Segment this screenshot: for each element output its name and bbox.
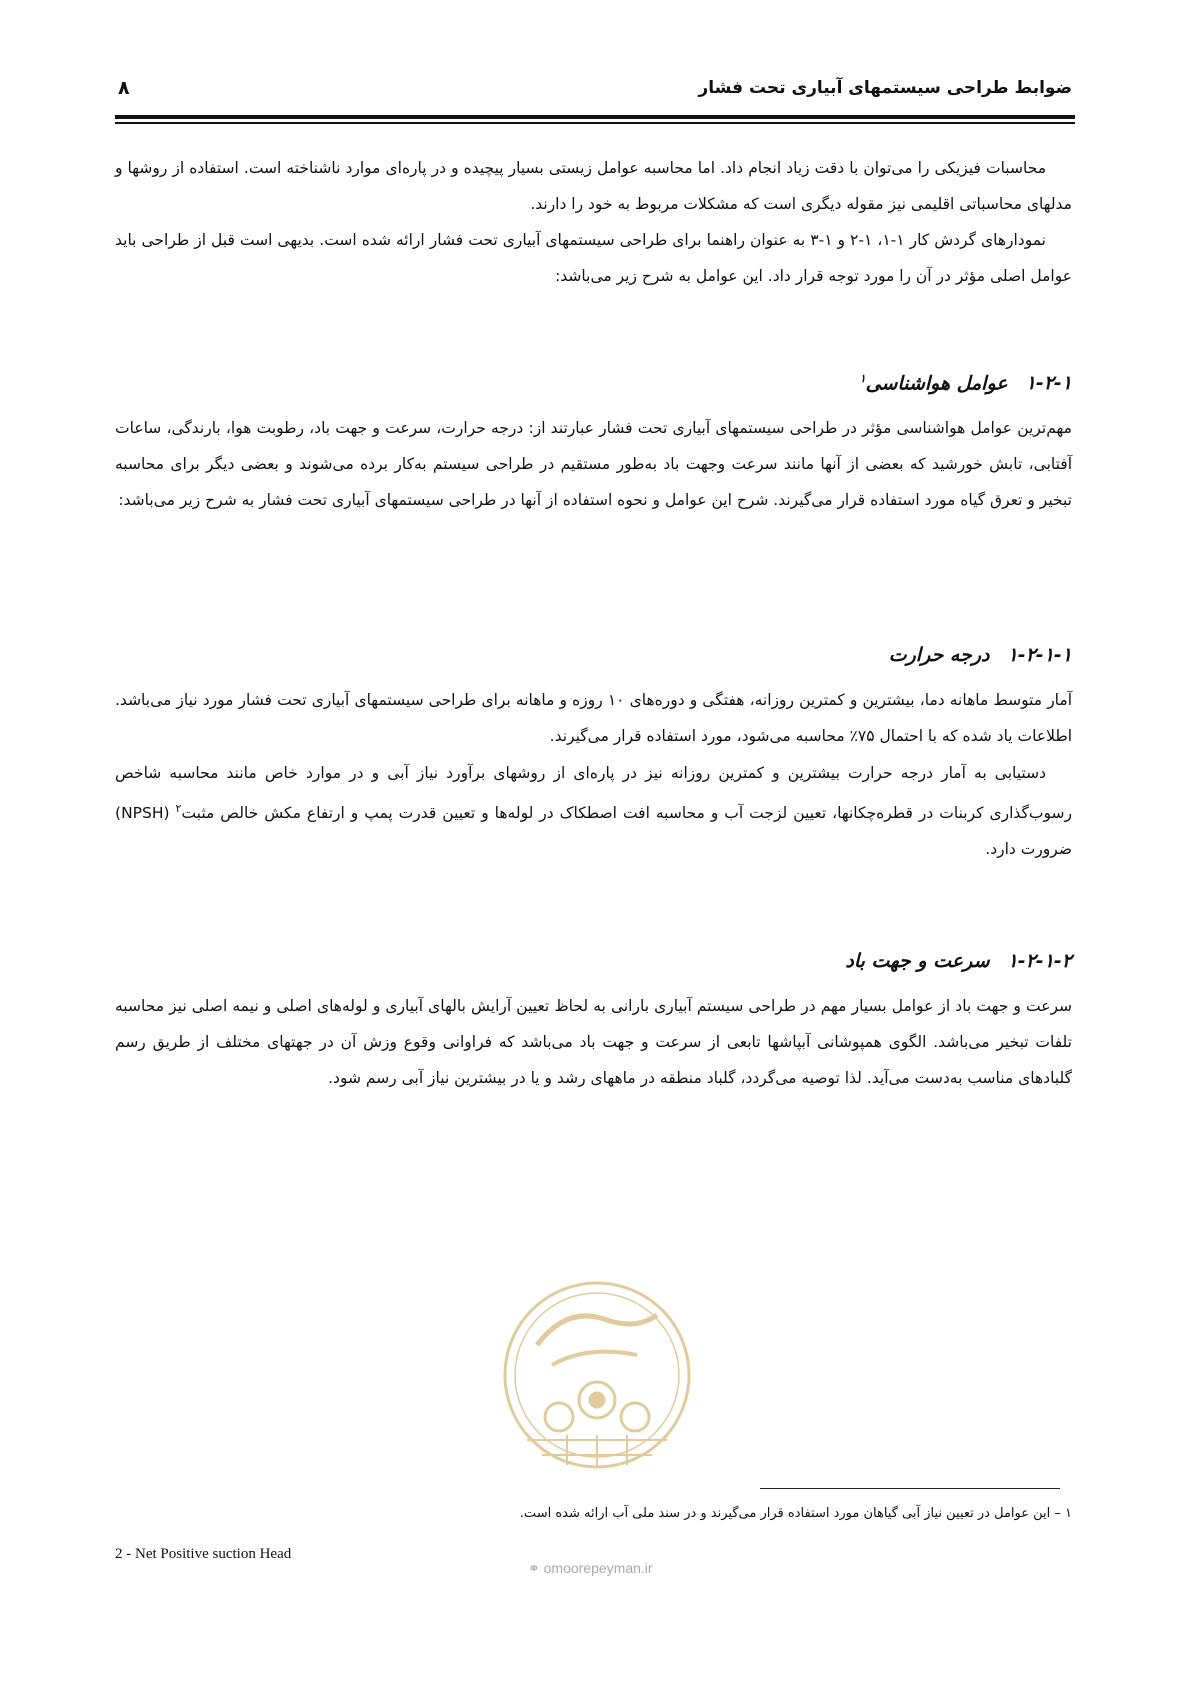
section-number: ۱-۲-۱-۲ bbox=[1007, 950, 1072, 972]
footnote-1: ۱ – این عوامل در تعیین نیاز آبی گیاهان مورد استفاده قرار می‌گیرند و در سند ملی آب ارائه شده است. bbox=[519, 1506, 1072, 1521]
section-title: سرعت و جهت باد bbox=[845, 950, 990, 972]
footnote-marker: ۱ bbox=[859, 372, 866, 385]
footnote-separator bbox=[760, 1488, 1060, 1489]
section-title: عوامل هواشناسی bbox=[865, 372, 1008, 395]
header-rule-thick bbox=[115, 115, 1075, 119]
paragraph-flowcharts: نمودارهای گردش کار ۱-۱، ۱-۲ و ۱-۳ به عنوان راهنما برای طراحی سیستمهای آبیاری تحت فشار ارائه شده است. بدیهی است قبل از طراحی باید عوامل اصلی مؤثر در آن را مورد توجه قرار داد. این عوامل به شرح زیر می‌باشد: bbox=[115, 231, 1072, 285]
paragraph-text: دستیابی به آمار درجه حرارت بیشترین و کمترین روزانه نیز در پاره‌ای از روشهای برآورد نیاز آبی و در موارد خاص مانند محاسبه شاخص رسوب‌گذاری کربنات در قطره‌چکانها، تعیین لزجت آب و محاسبه افت اصطکاک در لوله‌ها و تعیین قدرت پمپ و ارتفاع مکش خالص مثبت bbox=[115, 764, 1072, 823]
paragraph-wind: سرعت و جهت باد از عوامل بسیار مهم در طراحی سیستم آبیاری بارانی به لحاظ تعیین آرایش بالهای آبیاری و لوله‌های اصلی و نیمه اصلی نیز محاسبه تلفات تبخیر می‌باشد. الگوی همپوشانی آبپاشها تابعی از سرعت و جهت باد می‌باشد که فراوانی وقوع وزش آن در جهتهای مختلف از طریق رسم گلبادهای مناسب به‌دست می‌آید. لذا توصیه می‌گردد، گلباد منطقه در ماههای رشد و یا در بیشترین نیاز آبی رسم شود. bbox=[115, 997, 1072, 1087]
running-title: ضوابط طراحی سیستمهای آبیاری تحت فشار bbox=[698, 78, 1072, 98]
section-number: ۱-۲-۱-۱ bbox=[1007, 644, 1072, 666]
page-number: ۸ bbox=[118, 77, 130, 99]
section-title: درجه حرارت bbox=[888, 644, 990, 666]
globe-icon: ⚭ bbox=[528, 1560, 540, 1576]
paragraph-meteorology: مهم‌ترین عوامل هواشناسی مؤثر در طراحی سیستمهای آبیاری تحت فشار عبارتند از: درجه حرارت، سرعت و جهت باد، رطوبت هوا، بارندگی، ساعات آفتابی، تابش خورشید که بعضی از آنها مانند سرعت وجهت باد به‌طور مستقیم در طراحی سیستم به‌کار برده می‌شوند و بعضی دیگر برای محاسبه تبخیر و تعرق گیاه مورد استفاده قرار می‌گیرند. شرح این عوامل و نحوه استفاده از آنها در طراحی سیستمهای آبیاری تحت فشار به شرح زیر می‌باشد: bbox=[115, 419, 1072, 509]
section-number: ۱-۲-۱ bbox=[1025, 372, 1072, 395]
section-heading-meteorology bbox=[115, 372, 1072, 394]
section-heading-temperature bbox=[115, 644, 1072, 666]
paragraph-temperature-stats: آمار متوسط ماهانه دما، بیشترین و کمترین روزانه، هفتگی و دوره‌های ۱۰ روزه و ماهانه برای طراحی سیستمهای آبیاری تحت فشار مورد نیاز می‌باشد. اطلاعات یاد شده که با احتمال ۷۵٪ محاسبه می‌شود، مورد استفاده قرار می‌گیرند. bbox=[115, 691, 1073, 745]
watermark-seal-logo bbox=[497, 1275, 697, 1475]
footnote-marker: ۲ bbox=[175, 802, 182, 815]
paragraph-intro: محاسبات فیزیکی را می‌توان با دقت زیاد انجام داد. اما محاسبه عوامل زیستی بسیار پیچیده و در پاره‌ای موارد ناشناخته است. استفاده از روشها و مدلهای محاسباتی اقلیمی نیز مقوله دیگری است که مشکلات مربوط به خود را دارند. bbox=[115, 159, 1072, 213]
watermark-url-text: omoorepeyman.ir bbox=[543, 1560, 653, 1576]
section-heading-wind bbox=[115, 950, 1072, 972]
watermark-url bbox=[528, 1560, 653, 1577]
page-header bbox=[118, 74, 1072, 102]
header-rule-thin bbox=[115, 122, 1075, 124]
paragraph-text-tail: (NPSH) ضرورت دارد. bbox=[115, 804, 1072, 859]
footnote-2: 2 - Net Positive suction Head bbox=[115, 1546, 292, 1562]
paragraph-temperature-usage bbox=[115, 755, 1072, 867]
